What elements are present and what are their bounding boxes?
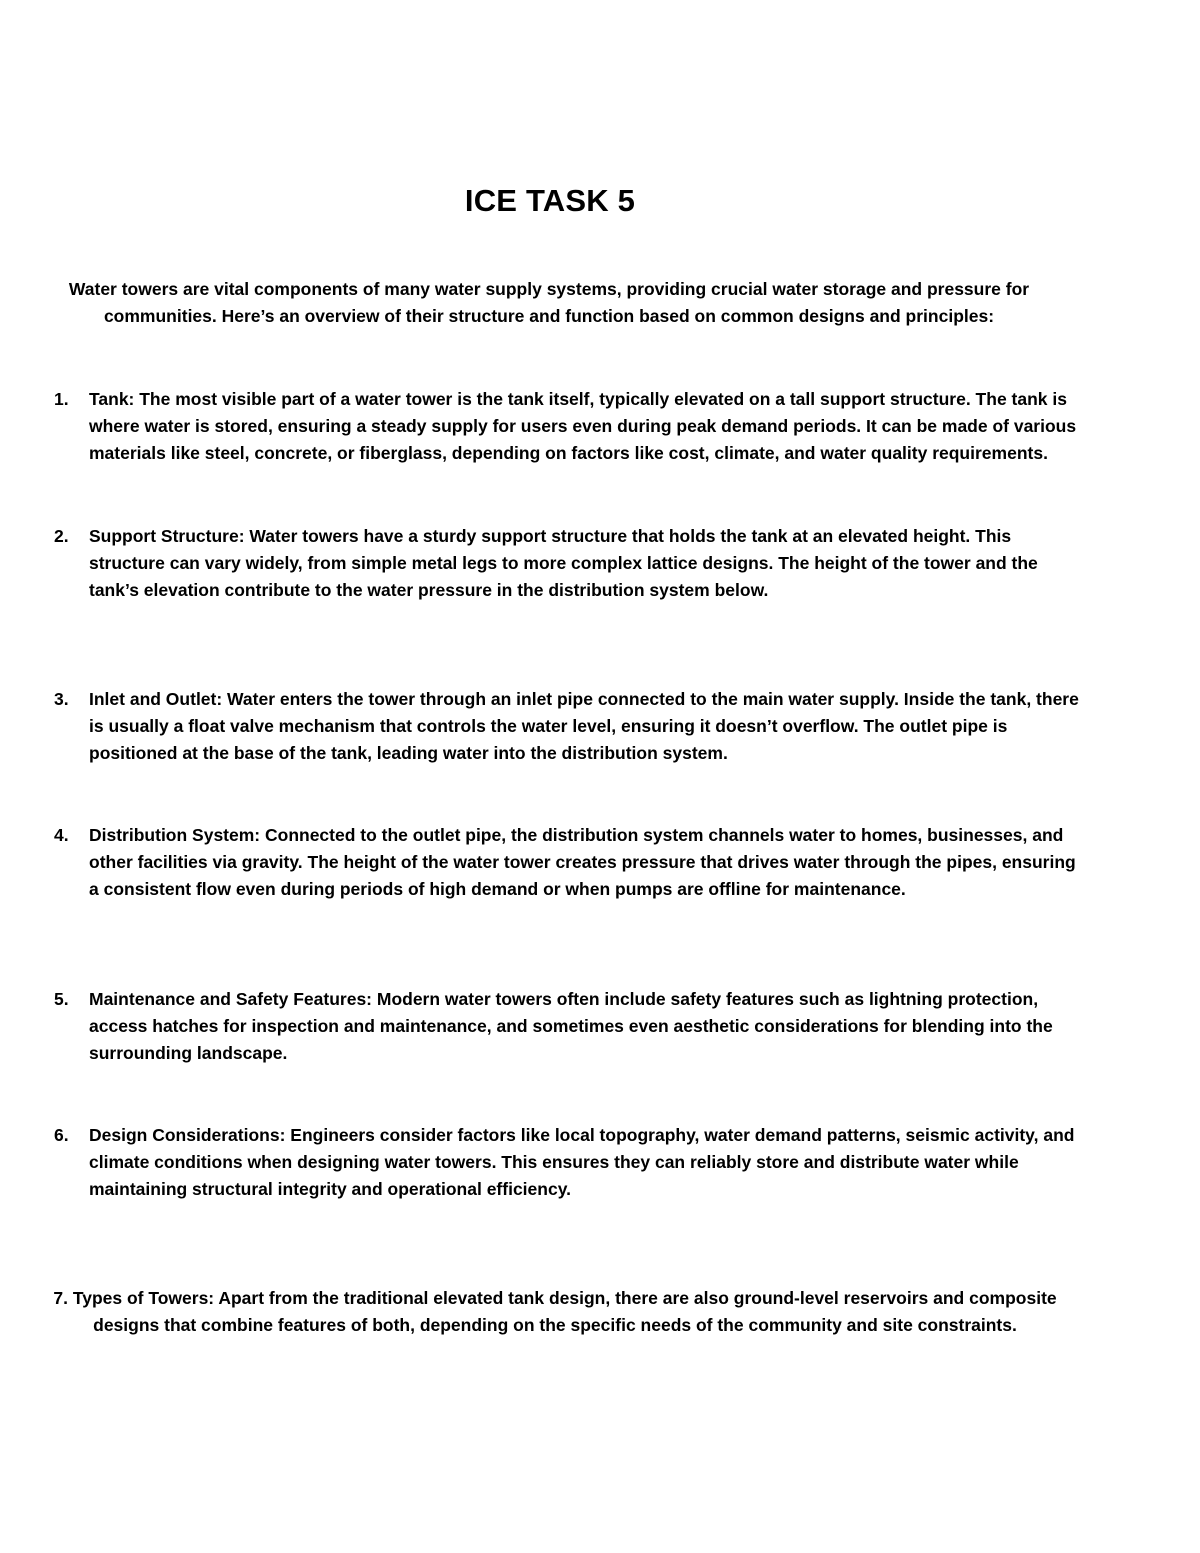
list-item-text: Tank: The most visible part of a water tower is the tank itself, typically elevated on a tall support structure. The tank is where water is stored, ensuring a steady supply for users even during peak demand periods. It can be made of various materials like steel, concrete, or fiberglass, depending on factors like cost, climate, and water quality requirements. xyxy=(89,389,1077,463)
list-item-text: Maintenance and Safety Features: Modern water towers often include safety features such as lightning protection, access hatches for inspection and maintenance, and sometimes even aesthetic considerations for blending into the surrounding landscape. xyxy=(89,989,1053,1063)
list-item-text: Design Considerations: Engineers consider factors like local topography, water demand patterns, seismic activity, and climate conditions when designing water towers. This ensures they can reliably store and distribute water while maintaining structural integrity and operational efficiency. xyxy=(89,1125,1075,1199)
list-item-number: 6. xyxy=(54,1125,69,1145)
list-item-number: 4. xyxy=(54,825,69,845)
list-item-tank xyxy=(54,386,1084,467)
list-item-number: 3. xyxy=(54,689,69,709)
list-item-number: 5. xyxy=(54,989,69,1009)
list-item-distribution-system xyxy=(54,822,1084,903)
list-item-text: Support Structure: Water towers have a sturdy support structure that holds the tank at an elevated height. This structure can vary widely, from simple metal legs to more complex lattice designs. The height of the tower and the tank’s elevation contribute to the water pressure in the distribution system below. xyxy=(89,526,1038,600)
list-item-types-of-towers: 7. Types of Towers: Apart from the traditional elevated tank design, there are also ground-level reservoirs and composite designs that combine features of both, depending on the specific needs of the community and site constraints. xyxy=(53,1288,1057,1335)
list-item-inlet-outlet xyxy=(54,686,1084,767)
page-title: ICE TASK 5 xyxy=(464,183,636,218)
list-item-number: 2. xyxy=(54,526,69,546)
list-item-support-structure xyxy=(54,523,1084,604)
intro-paragraph: Water towers are vital components of many water supply systems, providing crucial water storage and pressure for communities. Here’s an overview of their structure and function based on common designs and principles: xyxy=(68,279,1030,326)
list-item-text: Distribution System: Connected to the outlet pipe, the distribution system channels water to homes, businesses, and other facilities via gravity. The height of the water tower creates pressure that drives water through the pipes, ensuring a consistent flow even during periods of high demand or when pumps are offline for maintenance. xyxy=(89,825,1076,899)
list-item-number: 1. xyxy=(54,389,69,409)
list-item-maintenance-safety xyxy=(54,986,1084,1067)
list-item-design-considerations xyxy=(54,1122,1084,1203)
list-item-text: Inlet and Outlet: Water enters the tower through an inlet pipe connected to the main water supply. Inside the tank, there is usually a float valve mechanism that controls the water level, ensuring it doesn’t overflow. The outlet pipe is positioned at the base of the tank, leading water into the distribution system. xyxy=(89,689,1079,763)
